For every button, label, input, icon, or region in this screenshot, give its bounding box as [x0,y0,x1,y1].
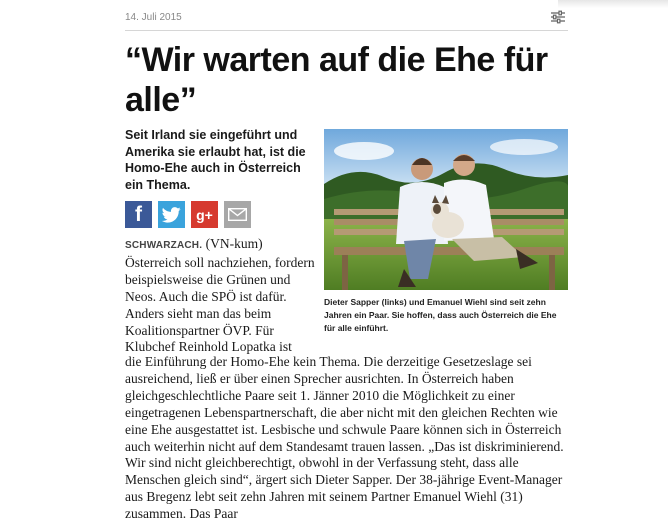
article-lead: Seit Irland sie eingeführt und Amerika sie erlaubt hat, ist die Homo-Ehe auch in Österreich ein Thema. [125,128,306,192]
article-dateline: SCHWARZACH. [125,240,203,251]
article-text-narrow: Österreich soll nachziehen, fordern beispielsweise die Grünen und Neos. Auch die SPÖ ist dafür. Anders sieht man das beim Koalitionspartner ÖVP. Für Klubchef Reinhold Lopatka ist [125,254,315,355]
article-date: 14. Juli 2015 [125,12,182,23]
twitter-share-button[interactable] [158,201,185,228]
facebook-share-button[interactable] [125,201,152,228]
couple-photo [324,129,568,290]
article-body-narrow [125,236,315,356]
share-bar [125,201,251,228]
google-plus-share-button[interactable] [191,201,218,228]
article-headline: “Wir warten auf die Ehe für alle” [125,41,548,119]
article-figure [324,129,568,335]
photo-caption: Dieter Sapper (links) und Emanuel Wiehl sind seit zehn Jahren ein Paar. Sie hoffen, dass auch Österreich die Ehe für alle einführt. [324,297,557,333]
article-byline: (VN-kum) [205,236,263,251]
article-body-wide [125,354,571,523]
facebook-icon: f [135,202,142,226]
top-shadow [558,0,668,8]
article-text-wide: die Einführung der Homo-Ehe kein Thema. Die derzeitige Gesetzeslage sei ausreichend, ließ er über einen Sprecher ausrichten. In Österreich haben gleichgeschlechtliche Paare seit 1. Jänner 2010 die Möglichkeit zu einer eingetragenen Lebenspartnerschaft, die aber nicht mit den gleichen Rechten wie eine Ehe ausgestattet ist. Lesbische und schwule Paare können sich in Österreich auch weiterhin nicht auf dem Standesamt trauen lassen. „Das ist diskriminierend. Wir sind nicht gleichberechtigt, obwohl in der Verfassung steht, dass alle Menschen gleich sind“, ärgert sich Dieter Sapper. Der 38-jährige Event-Manager aus Bregenz lebt seit zehn Jahren mit seinem Partner Emanuel Wiehl (31) zusammen. Das Paar [125,354,564,522]
mail-share-button[interactable] [224,201,251,228]
article-header-bar [125,8,568,31]
sliders-icon[interactable] [550,10,566,24]
mail-icon [228,208,247,221]
google-plus-icon: g+ [196,206,213,223]
twitter-icon [162,207,181,223]
